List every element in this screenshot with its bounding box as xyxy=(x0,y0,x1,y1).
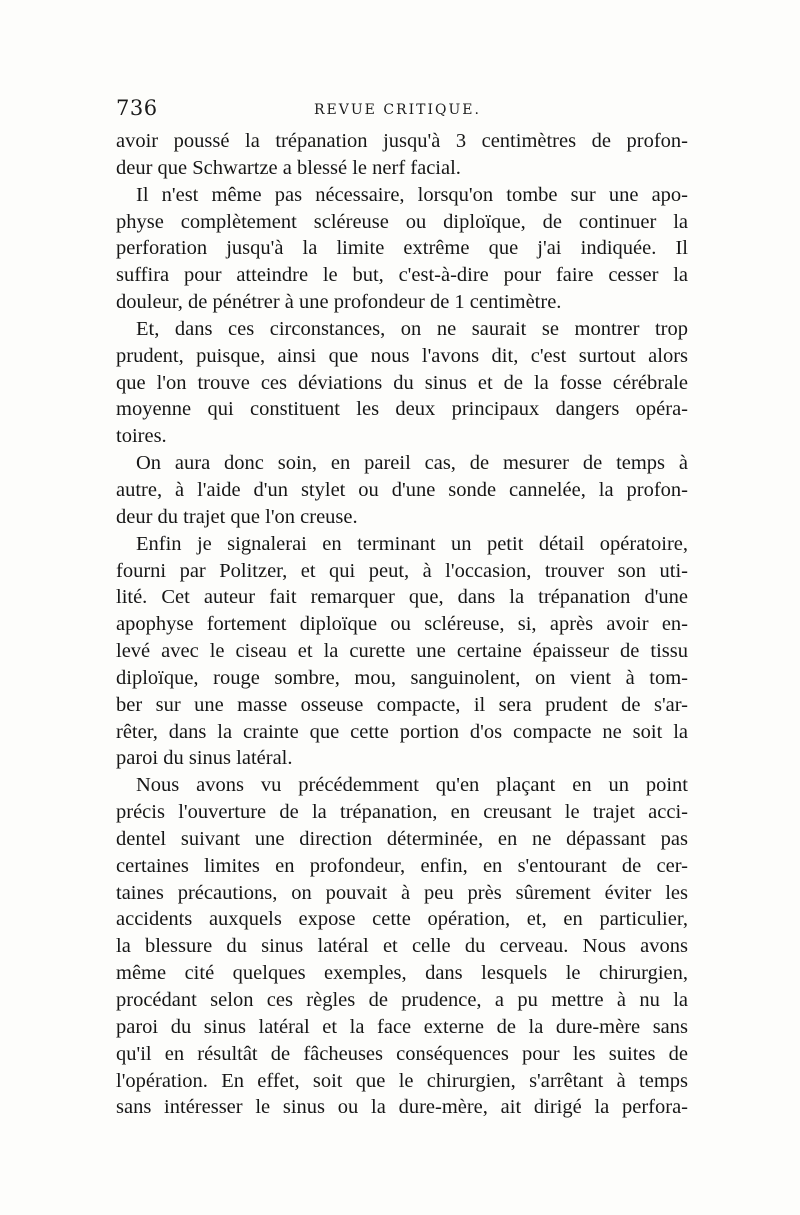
text-line: l'opération. En effet, soit que le chirurgien, s'arrêtant à temps xyxy=(116,1069,688,1092)
text-line: rêter, dans la crainte que cette portion d'os compacte ne soit la xyxy=(116,720,688,743)
text-line: taines précautions, on pouvait à peu près sûrement éviter les xyxy=(116,881,688,904)
text-line: deur du trajet que l'on creuse. xyxy=(116,505,358,528)
page-header xyxy=(116,96,688,124)
text-line: ber sur une masse osseuse compacte, il sera prudent de s'ar- xyxy=(116,693,688,716)
text-line: autre, à l'aide d'un stylet ou d'une sonde cannelée, la profon- xyxy=(116,478,688,501)
text-line: Il n'est même pas nécessaire, lorsqu'on tombe sur une apo- xyxy=(136,183,688,206)
text-line: avoir poussé la trépanation jusqu'à 3 centimètres de profon- xyxy=(116,130,688,152)
running-title: REVUE CRITIQUE. xyxy=(314,102,481,118)
text-line: paroi du sinus latéral. xyxy=(116,747,293,770)
text-line: qu'il en résultât de fâcheuses conséquences pour les suites de xyxy=(116,1042,688,1065)
text-line: lité. Cet auteur fait remarquer que, dans la trépanation d'une xyxy=(116,586,688,609)
text-line: On aura donc soin, en pareil cas, de mesurer de temps à xyxy=(136,452,688,475)
text-line: paroi du sinus latéral et la face externe de la dure-mère sans xyxy=(116,1015,688,1038)
text-line: prudent, puisque, ainsi que nous l'avons dit, c'est surtout alors xyxy=(116,344,688,367)
text-line: fourni par Politzer, et qui peut, à l'occasion, trouver son uti- xyxy=(116,559,688,582)
text-line: sans intéresser le sinus ou la dure-mère, ait dirigé la perfora- xyxy=(116,1096,688,1119)
text-line: Et, dans ces circonstances, on ne saurait se montrer trop xyxy=(136,317,688,340)
text-line: précis l'ouverture de la trépanation, en creusant le trajet acci- xyxy=(116,801,688,824)
text-line: suffira pour atteindre le but, c'est-à-dire pour faire cesser la xyxy=(116,264,688,287)
text-line: levé avec le ciseau et la curette une certaine épaisseur de tissu xyxy=(116,640,688,663)
text-line: dentel suivant une direction déterminée, en ne dépassant pas xyxy=(116,827,688,850)
text-line: Nous avons vu précédemment qu'en plaçant en un point xyxy=(136,774,688,797)
text-line: Enfin je signalerai en terminant un petit détail opératoire, xyxy=(136,532,688,555)
text-line: certaines limites en profondeur, enfin, en s'entourant de cer- xyxy=(116,854,688,877)
text-line: moyenne qui constituent les deux principaux dangers opéra- xyxy=(116,398,688,421)
body-text xyxy=(116,128,688,1121)
text-line: toires. xyxy=(116,425,167,448)
text-line: deur que Schwartze a blessé le nerf facial. xyxy=(116,156,461,179)
text-line: la blessure du sinus latéral et celle du cerveau. Nous avons xyxy=(116,935,688,958)
text-line: même cité quelques exemples, dans lesquels le chirurgien, xyxy=(116,962,688,985)
text-line: procédant selon ces règles de prudence, a pu mettre à nu la xyxy=(116,989,688,1011)
text-line: physe complètement scléreuse ou diploïque, de continuer la xyxy=(116,210,688,233)
text-line: douleur, de pénétrer à une profondeur de 1 centimètre. xyxy=(116,291,562,314)
text-line: que l'on trouve ces déviations du sinus et de la fosse cérébrale xyxy=(116,371,688,394)
page-number: 736 xyxy=(116,96,158,120)
text-line: accidents auxquels expose cette opération, et, en particulier, xyxy=(116,908,688,931)
text-line: diploïque, rouge sombre, mou, sanguinolent, on vient à tom- xyxy=(116,666,688,689)
text-line: perforation jusqu'à la limite extrême que j'ai indiquée. Il xyxy=(116,237,688,260)
text-line: apophyse fortement diploïque ou scléreuse, si, après avoir en- xyxy=(116,613,688,636)
